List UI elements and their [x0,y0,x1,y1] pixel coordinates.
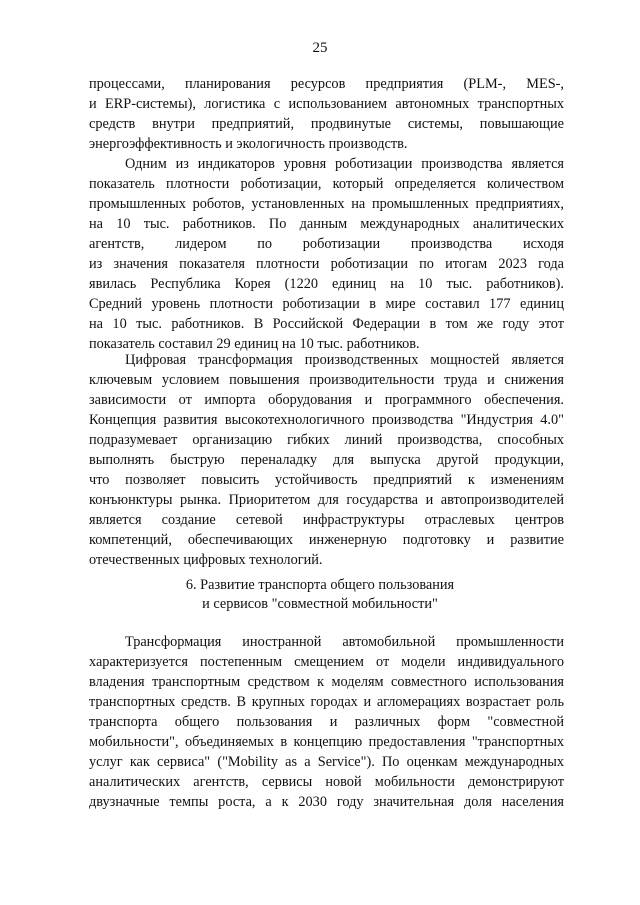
text-line: Концепция развития высокотехнологичного производства "Индустрия 4.0" [89,412,564,428]
text-line: средств внутри предприятий, продвинутые системы, повышающие [89,116,564,132]
section-heading-line: 6. Развитие транспорта общего пользования [185,577,455,593]
text-line: из значения показателя плотности роботизации по итогам 2023 года [89,256,564,272]
text-line: двузначные темпы роста, а к 2030 году значительная доля населения [89,794,564,810]
text-line: показатель плотности роботизации, который определяется количеством [89,176,564,192]
paragraph-robot-density [89,154,564,354]
text-line: подразумевает организацию гибких линий производства, способных [89,432,564,448]
text-line: Средний уровень плотности роботизации в мире составил 177 единиц [89,296,564,312]
text-line: транспортных средств. В крупных городах и агломерациях возрастает роль [89,694,564,710]
text-line: агентств, лидером по роботизации производства исходя [89,236,564,252]
paragraph-digital-transformation [89,350,564,570]
text-line: компетенций, обеспечивающих инженерную подготовку и развитие [89,532,564,548]
text-line: конъюнктуры рынка. Приоритетом для государства и автопроизводителей [89,492,564,508]
text-line: Цифровая трансформация производственных мощностей является [125,352,564,368]
text-line: является создание сетевой инфраструктуры отраслевых центров [89,512,564,528]
text-line: что позволяет повысить устойчивость предприятий к изменениям [89,472,564,488]
text-line: на 10 тыс. работников. По данным международных аналитических [89,216,564,232]
text-line: энергоэффективность и экологичность производств. [89,136,408,152]
text-line: показатель составил 29 единиц на 10 тыс. работников. [89,336,420,352]
text-line: явилась Республика Корея (1220 единиц на 10 тыс. работников). [89,276,564,292]
section-heading [0,576,640,614]
text-line: зависимости от импорта оборудования и программного обеспечения. [89,392,564,408]
section-heading-line: и сервисов "совместной мобильности" [202,596,438,612]
text-line: транспорта общего пользования и различных форм "совместной [89,714,564,730]
text-line: Одним из индикаторов уровня роботизации производства является [125,156,564,172]
text-line: процессами, планирования ресурсов предприятия (PLM-, MES-, [89,76,564,92]
text-line: отечественных цифровых технологий. [89,552,323,568]
text-line: промышленных роботов, установленных на промышленных предприятиях, [89,196,564,212]
text-line: аналитических агентств, сервисы новой мобильности демонстрируют [89,774,564,790]
text-line: владения транспортным средством к моделям совместного использования [89,674,564,690]
text-line: характеризуется постепенным смещением от модели индивидуального [89,654,564,670]
paragraph-continuation [89,74,564,154]
text-line: услуг как сервиса" ("Mobility as a Service"). По оценкам международных [89,754,564,770]
page-number: 25 [312,40,328,56]
paragraph-transport-transformation [89,632,564,812]
text-line: и ERP-системы), логистика с использованием автономных транспортных [89,96,564,112]
text-line: ключевым условием повышения производительности труда и снижения [89,372,564,388]
text-line: на 10 тыс. работников. В Российской Федерации в том же году этот [89,316,564,332]
text-line: мобильности", объединяемых в концепцию предоставления "транспортных [89,734,564,750]
text-line: выполнять быструю переналадку для выпуска другой продукции, [89,452,564,468]
text-line: Трансформация иностранной автомобильной промышленности [125,634,564,650]
